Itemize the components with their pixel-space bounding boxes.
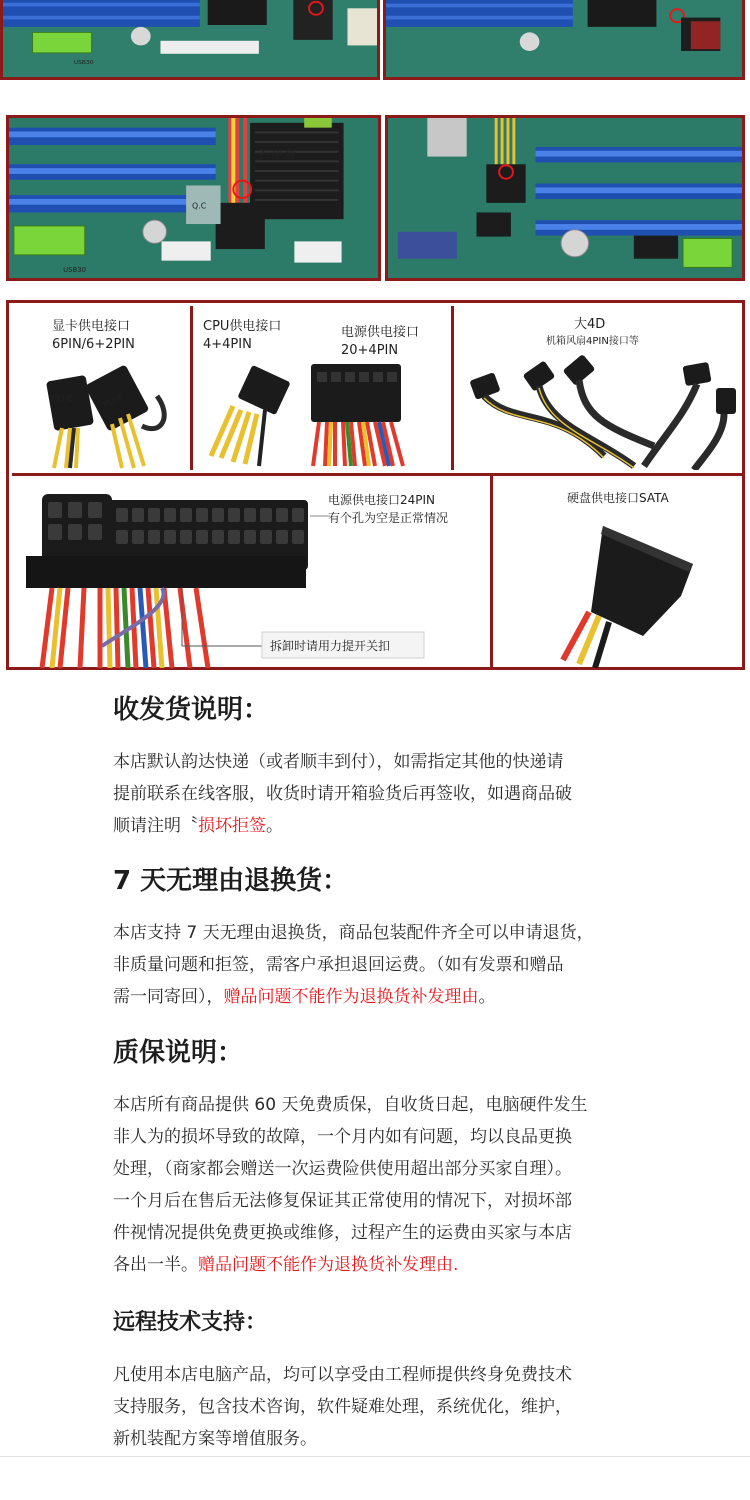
svg-text:USB30: USB30 bbox=[63, 266, 86, 275]
shipping-line-1: 本店默认韵达快递（或者顺丰到付），如需指定其他的快递请 bbox=[113, 752, 564, 772]
sata-title: 硬盘供电接口SATA bbox=[567, 491, 669, 505]
panel-cpu-main-power bbox=[193, 306, 454, 470]
warranty-line-6: 各出一半。赠品问题不能作为退换货补发理由. bbox=[113, 1255, 459, 1275]
panel-gpu-power bbox=[12, 306, 193, 470]
photo-board-heatsink bbox=[6, 115, 381, 281]
big4d-subtitle: 机箱风扇4PIN接口等 bbox=[546, 336, 639, 347]
panel-big4d bbox=[454, 306, 742, 470]
support-line-2: 支持服务，包含技术咨询，软件疑难处理，系统优化，维护， bbox=[113, 1397, 572, 1417]
support-line-1: 凡使用本店电脑产品，均可以享受由工程师提供终身免费技术 bbox=[113, 1365, 572, 1385]
warranty-line-1: 本店所有商品提供 60 天免费质保，自收货日起，电脑硬件发生 bbox=[113, 1095, 588, 1115]
atx24-line1: 电源供电接口24PIN bbox=[328, 493, 436, 507]
shipping-line-2: 提前联系在线客服，收货时请开箱验货后再签收，如遇商品破 bbox=[113, 784, 572, 804]
main-power-subtitle: 20+4PIN bbox=[341, 343, 399, 358]
warranty-line-5: 件视情况提供免费更换或维修，过程产生的运费由买家与本店 bbox=[113, 1223, 572, 1243]
returns-line-3: 需一同寄回），赠品问题不能作为退换货补发理由。 bbox=[113, 987, 496, 1007]
shipping-line-3: 顺请注明〝损坏拒签。 bbox=[113, 816, 283, 836]
bottom-divider bbox=[0, 1456, 750, 1457]
svg-text:PCI-E: PCI-E bbox=[101, 391, 125, 410]
warranty-heading: 质保说明： bbox=[113, 1038, 244, 1068]
heatsink-label: 石斑鱼 bbox=[256, 146, 296, 162]
section-support bbox=[113, 1307, 673, 1455]
support-heading: 远程技术支持： bbox=[113, 1310, 268, 1335]
panel-atx24 bbox=[12, 473, 493, 668]
warranty-line-3: 处理，（商家都会赠送一次运费险供使用超出部分买家自理）。 bbox=[113, 1159, 572, 1179]
section-shipping bbox=[113, 694, 673, 842]
warranty-line-4: 一个月后在售后无法修复保证其正常使用的情况下，对损坏部 bbox=[113, 1191, 572, 1211]
section-warranty bbox=[113, 1037, 673, 1281]
photo-board-top-left bbox=[0, 0, 380, 80]
returns-line-2: 非质量问题和拒签，需客户承担退回运费。（如有发票和赠品 bbox=[113, 955, 564, 975]
photo-board-fan-header bbox=[385, 115, 745, 281]
atx24-release-note: 拆卸时请用力提开关扣 bbox=[270, 639, 391, 653]
warranty-line-2: 非人为的损坏导致的故障，一个月内如有问题，均以良品更换 bbox=[113, 1127, 572, 1147]
gpu-power-subtitle: 6PIN/6+2PIN bbox=[52, 337, 135, 352]
warranty-warning: 赠品问题不能作为退换货补发理由. bbox=[198, 1255, 459, 1275]
cpu-power-subtitle: 4+4PIN bbox=[203, 337, 252, 352]
returns-heading: 7 天无理由退换货： bbox=[113, 866, 349, 896]
returns-warning: 赠品问题不能作为退换货补发理由 bbox=[223, 987, 479, 1007]
shipping-heading: 收发货说明： bbox=[113, 695, 270, 725]
section-returns bbox=[113, 865, 673, 1013]
returns-line-1: 本店支持 7 天无理由退换货，商品包装配件齐全可以申请退货， bbox=[113, 923, 594, 943]
atx24-line2: 有个孔为空是正常情况 bbox=[328, 511, 449, 525]
svg-text:PCI-E: PCI-E bbox=[52, 394, 73, 403]
big4d-title: 大4D bbox=[574, 317, 606, 332]
usb-label: USB30 bbox=[73, 60, 94, 66]
photo-board-top-right bbox=[383, 0, 745, 80]
gpu-power-title: 显卡供电接口 bbox=[52, 319, 131, 334]
panel-sata bbox=[493, 473, 742, 668]
connector-guide bbox=[6, 300, 745, 670]
svg-text:Q.C: Q.C bbox=[192, 201, 207, 211]
main-power-title: 电源供电接口 bbox=[341, 325, 420, 340]
support-line-3: 新机装配方案等增值服务。 bbox=[113, 1429, 317, 1449]
shipping-warning: 损坏拒签 bbox=[198, 816, 266, 836]
cpu-power-title: CPU供电接口 bbox=[203, 319, 282, 334]
